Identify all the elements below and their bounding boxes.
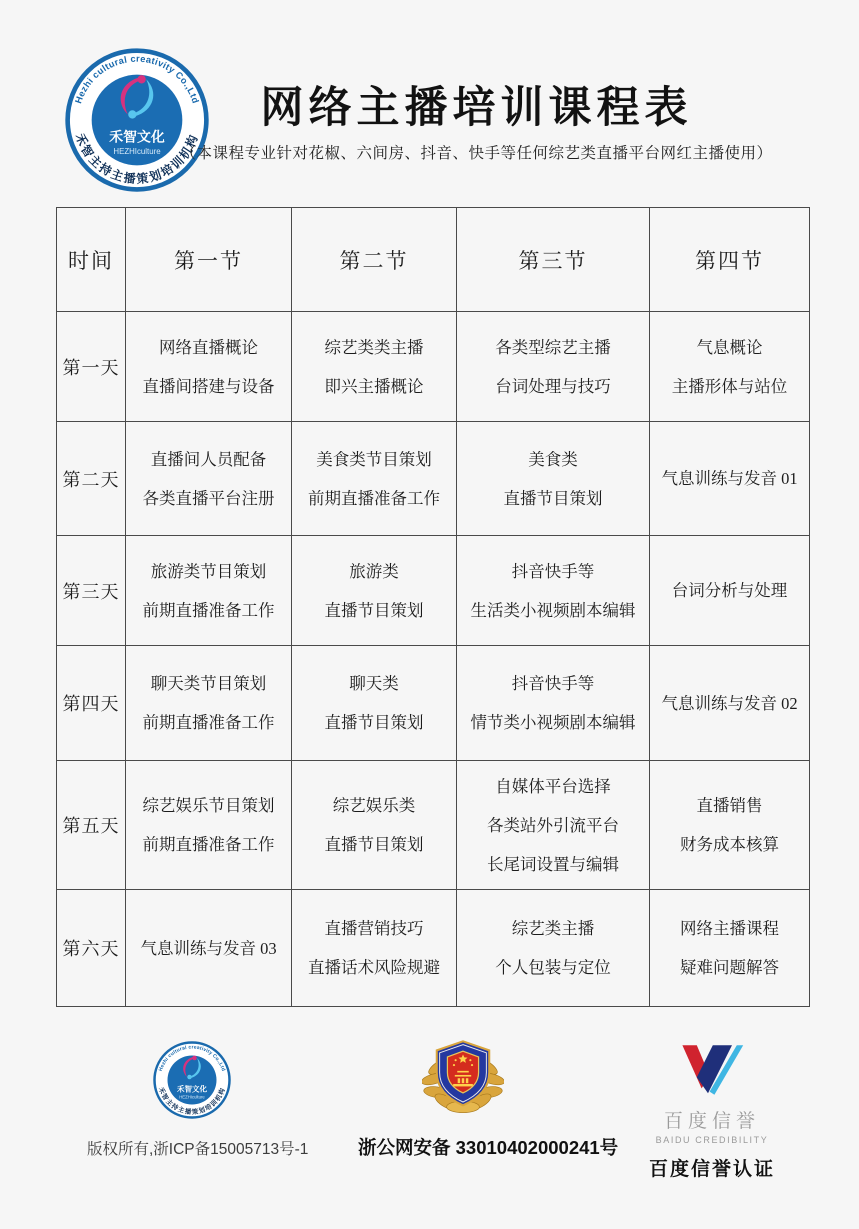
day-label: 第四天 [57,646,126,761]
baidu-credibility-icon [675,1042,749,1098]
police-badge-icon [422,1038,504,1116]
course-cell [457,890,650,1007]
course-line: 情节类小视频剧本编辑 [470,713,636,732]
column-header: 第三节 [457,208,650,312]
icp-copyright-text: 版权所有,浙ICP备15005713号-1 [87,1141,309,1158]
course-line: 气息概论 [696,337,763,357]
column-header: 时间 [57,208,126,312]
course-line: 台词处理与技巧 [495,376,611,396]
day-label: 第一天 [57,312,126,422]
police-record-text: 浙公网安备 33010402000241号 [358,1137,619,1158]
header-row [57,208,810,312]
course-cell [457,536,650,646]
course-line: 综艺娱乐节目策划 [142,796,275,815]
course-line: 综艺娱乐类 [332,796,416,815]
course-line: 各类型综艺主播 [495,337,611,357]
course-line: 直播节目策划 [324,600,424,620]
course-cell [126,536,292,646]
course-line: 各类直播平台注册 [142,488,275,508]
course-line: 前期直播准备工作 [142,713,275,732]
course-line: 旅游类 [349,561,399,581]
course-cell [457,646,650,761]
course-cell [650,312,810,422]
column-header: 第四节 [650,208,810,312]
table-row [57,422,810,536]
baidu-credibility-name: 百度信誉 [663,1111,760,1132]
table-row [57,890,810,1007]
course-line: 旅游类节目策划 [150,561,267,581]
page-subtitle: （本课程专业针对花椒、六间房、抖音、快手等任何综艺类直播平台网红主播使用） [180,145,773,162]
footer-police-block [358,1038,619,1160]
day-label: 第二天 [57,422,126,536]
course-cell [650,890,810,1007]
course-cell [650,646,810,761]
table-row [57,761,810,890]
course-line: 直播销售 [696,796,763,815]
course-line: 疑难问题解答 [680,958,779,977]
table-row [57,536,810,646]
course-line: 自媒体平台选择 [495,776,611,796]
course-cell [126,646,292,761]
course-cell [457,422,650,536]
course-line: 各类站外引流平台 [487,815,619,835]
course-cell [457,312,650,422]
page-title: 网络主播培训课程表 [260,85,693,132]
course-line: 直播话术风险规避 [308,958,440,977]
course-line: 美食类节目策划 [316,449,432,469]
course-line: 财务成本核算 [680,835,779,854]
course-line: 抖音快手等 [511,674,595,693]
course-cell [457,761,650,890]
course-cell [650,761,810,890]
column-header: 第二节 [292,208,457,312]
hezhi-footer-logo-icon [152,1040,232,1120]
course-line: 生活类小视频剧本编辑 [470,600,636,620]
course-line: 长尾词设置与编辑 [487,854,619,874]
course-line: 直播间人员配备 [150,449,267,469]
course-cell [126,890,292,1007]
course-line: 网络直播概论 [159,337,258,357]
course-cell [292,536,457,646]
course-line: 前期直播准备工作 [308,488,440,508]
course-line: 主播形体与站位 [671,376,788,396]
course-table-wrap [56,207,809,1007]
course-cell [126,422,292,536]
course-cell [292,761,457,890]
course-line: 台词分析与处理 [671,581,788,600]
day-label: 第三天 [57,536,126,646]
course-line: 前期直播准备工作 [142,600,275,620]
course-line: 综艺类类主播 [324,337,424,357]
day-label: 第六天 [57,890,126,1007]
course-cell [292,312,457,422]
course-line: 气息训练与发音 02 [661,693,798,713]
day-label: 第五天 [57,761,126,890]
course-cell [292,646,457,761]
course-line: 直播节目策划 [324,835,424,854]
course-line: 即兴主播概论 [324,376,424,396]
course-cell [126,761,292,890]
course-line: 综艺类主播 [511,919,595,938]
course-line: 聊天类 [349,674,399,693]
course-line: 个人包装与定位 [495,958,611,977]
footer-baidu-block [607,1042,817,1181]
course-line: 直播营销技巧 [324,919,424,938]
course-cell [292,890,457,1007]
course-line: 美食类 [528,449,578,469]
baidu-cert-text: 百度信誉认证 [648,1159,775,1180]
course-line: 气息训练与发音 03 [140,938,277,958]
course-line: 直播节目策划 [324,713,424,732]
course-line: 前期直播准备工作 [142,835,275,854]
column-header: 第一节 [126,208,292,312]
course-line: 聊天类节目策划 [150,674,267,693]
course-cell [292,422,457,536]
table-row [57,312,810,422]
course-table [56,207,810,1007]
course-line: 直播节目策划 [503,488,603,508]
course-line: 抖音快手等 [511,561,595,581]
course-cell [126,312,292,422]
course-line: 直播间搭建与设备 [142,376,275,396]
course-line: 气息训练与发音 01 [661,469,798,488]
course-cell [650,536,810,646]
baidu-credibility-name-en: BAIDU CREDIBILITY [655,1135,769,1145]
footer-copyright-block [87,1040,309,1159]
course-line: 网络主播课程 [680,919,779,938]
table-row [57,646,810,761]
course-cell [650,422,810,536]
